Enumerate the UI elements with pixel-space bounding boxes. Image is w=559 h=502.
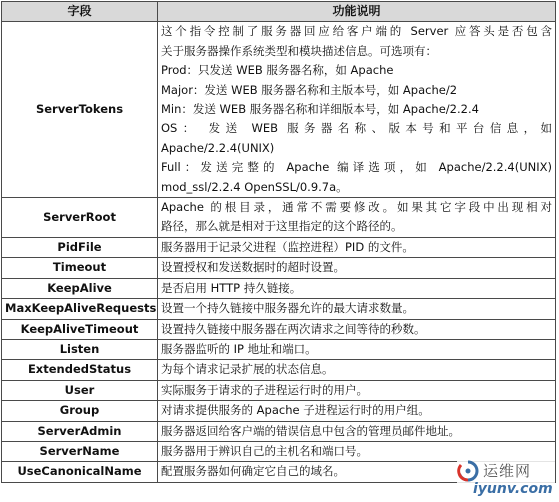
table-row bbox=[2, 198, 556, 238]
table-row bbox=[2, 237, 556, 257]
field-description: 服务器返回给客户端的错误信息中包含的管理员邮件地址。 bbox=[158, 421, 556, 441]
field-description: 配置服务器如何确定它自己的域名。 bbox=[158, 462, 556, 482]
field-name: PidFile bbox=[2, 237, 158, 257]
table-row bbox=[2, 278, 556, 298]
field-name: ServerAdmin bbox=[2, 421, 158, 441]
description-line: Apache/2.2.4(UNIX) bbox=[161, 140, 275, 155]
table-header-row bbox=[2, 2, 556, 22]
field-description: 服务器监听的 IP 地址和端口。 bbox=[158, 339, 556, 359]
field-name: UseCanonicalName bbox=[2, 462, 158, 482]
table-row bbox=[2, 339, 556, 359]
field-description: 为每个请求记录扩展的状态信息。 bbox=[158, 360, 556, 380]
description-line: 这个指令控制了服务器回应给客户端的 Server 应答头是否包含 bbox=[161, 24, 552, 39]
field-description: 服务器用于辨识自己的主机名和端口号。 bbox=[158, 441, 556, 461]
field-name: KeepAlive bbox=[2, 278, 158, 298]
field-description bbox=[158, 22, 556, 198]
table-row bbox=[2, 258, 556, 278]
field-name: User bbox=[2, 380, 158, 400]
description-line: mod_ssl/2.2.4 OpenSSL/0.9.7a。 bbox=[161, 179, 348, 194]
field-description: 是否启用 HTTP 持久链接。 bbox=[158, 278, 556, 298]
description-line: 关于服务器操作系统类型和模块描述信息。可选项有： bbox=[161, 43, 437, 58]
table-row bbox=[2, 401, 556, 421]
field-name: ServerRoot bbox=[2, 198, 158, 238]
table-row bbox=[2, 380, 556, 400]
field-description: 服务器用于记录父进程（监控进程）PID 的文件。 bbox=[158, 237, 556, 257]
swirl-logo-icon bbox=[457, 460, 479, 482]
field-name: ServerTokens bbox=[2, 22, 158, 198]
description-line: Prod：只发送 WEB 服务器名称，如 Apache bbox=[161, 63, 394, 78]
field-description: 设置授权和发送数据时的超时设置。 bbox=[158, 258, 556, 278]
header-description: 功能说明 bbox=[158, 2, 556, 22]
description-line: Major：发送 WEB 服务器名称和主版本号，如 Apache/2 bbox=[161, 82, 458, 97]
field-name: MaxKeepAliveRequests bbox=[2, 299, 158, 319]
description-line: OS： 发送 WEB 服务器名称、版本号和平台信息，如 bbox=[161, 121, 552, 136]
watermark bbox=[457, 456, 555, 500]
table-row bbox=[2, 299, 556, 319]
field-description: 实际服务于请求的子进程运行时的用户。 bbox=[158, 380, 556, 400]
description-line: Full：发送完整的 Apache 编译选项，如 Apache/2.2.4(UNIX) bbox=[161, 160, 552, 175]
table-row bbox=[2, 319, 556, 339]
field-name: Group bbox=[2, 401, 158, 421]
field-name: ExtendedStatus bbox=[2, 360, 158, 380]
watermark-name: 运维网 bbox=[483, 462, 532, 480]
field-name: Timeout bbox=[2, 258, 158, 278]
table-row bbox=[2, 22, 556, 198]
field-name: ServerName bbox=[2, 441, 158, 461]
field-description: 对请求提供服务的 Apache 子进程运行时的用户组。 bbox=[158, 401, 556, 421]
field-description: 设置一个持久链接中服务器允许的最大请求数量。 bbox=[158, 299, 556, 319]
field-description bbox=[158, 198, 556, 238]
field-name: KeepAliveTimeout bbox=[2, 319, 158, 339]
description-line: 路径，那么就是相对于这里指定的这个路径的。 bbox=[161, 219, 403, 234]
description-line: Apache 的根目录，通常不需要修改。如果其它字段中出现相对 bbox=[161, 200, 552, 215]
directive-table bbox=[1, 1, 556, 483]
table-row bbox=[2, 421, 556, 441]
description-line: Min：发送 WEB 服务器名称和详细版本号，如 Apache/2.2.4 bbox=[161, 102, 479, 117]
watermark-site: iyunv.com bbox=[473, 481, 553, 497]
header-field: 字段 bbox=[2, 2, 158, 22]
field-name: Listen bbox=[2, 339, 158, 359]
field-description: 设置持久链接中服务器在两次请求之间等待的秒数。 bbox=[158, 319, 556, 339]
table-row bbox=[2, 360, 556, 380]
